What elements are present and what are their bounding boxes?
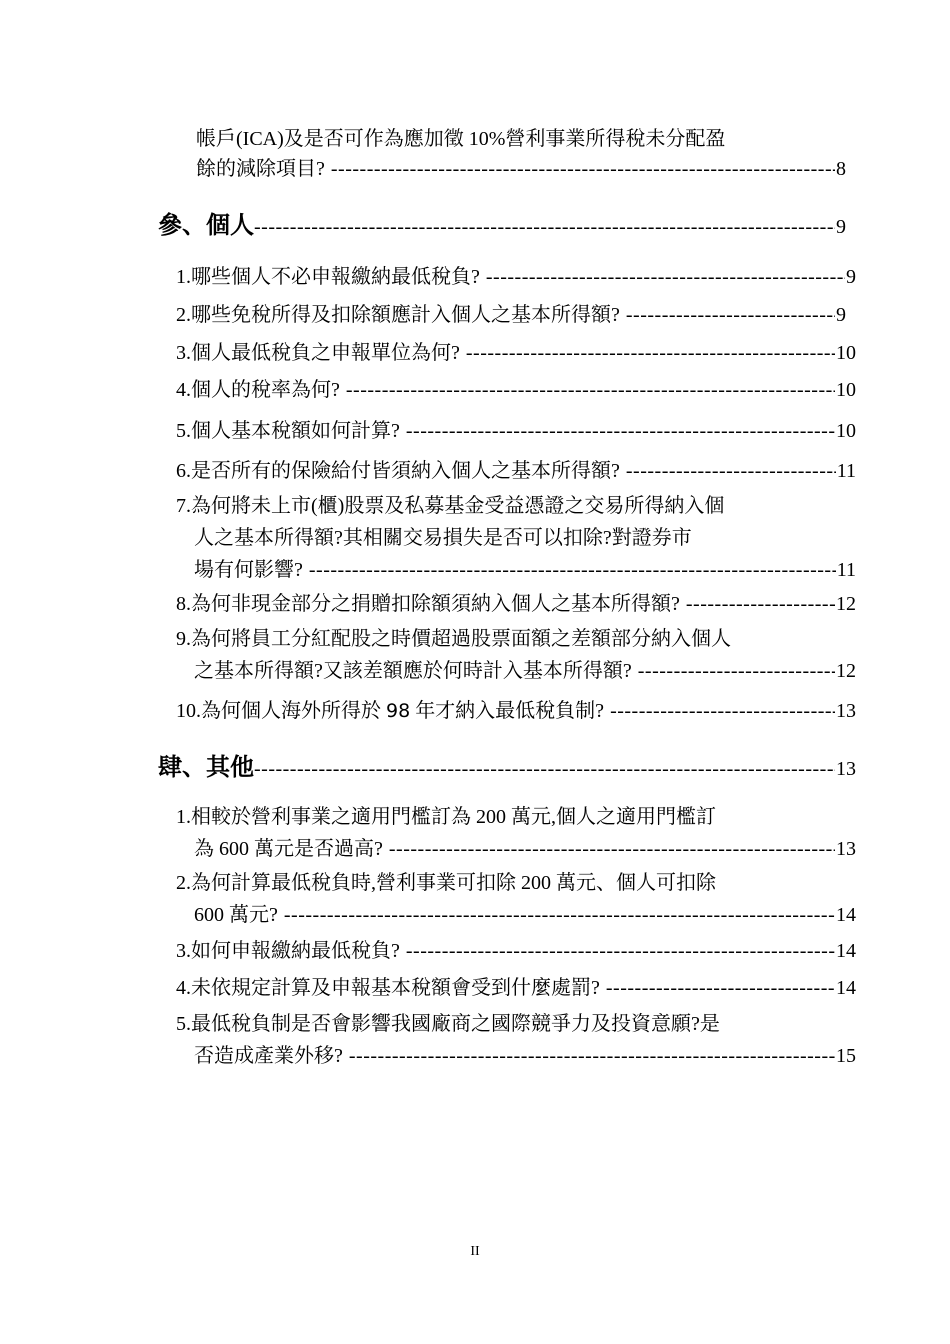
dot-leader (610, 696, 835, 726)
toc-item[interactable] (176, 696, 856, 726)
page-footer-number: II (470, 1244, 480, 1259)
dot-leader (638, 656, 835, 686)
toc-page-number: 9 (836, 304, 846, 326)
dot-leader (406, 416, 835, 446)
toc-item[interactable] (176, 375, 856, 405)
dot-leader (486, 262, 845, 292)
toc-item-text: 2.哪些免稅所得及扣除額應計入個人之基本所得額? (176, 304, 620, 326)
toc-item-year: 98 (386, 700, 411, 722)
section-title: 肆、其他 (158, 755, 254, 781)
toc-item-text: 4.個人的稅率為何? (176, 379, 340, 401)
toc-entry-line: 餘的減除項目? (196, 158, 325, 180)
toc-item-text: 1.相較於營利事業之適用門檻訂為 200 萬元,個人之適用門檻訂 (176, 806, 716, 828)
dot-leader (254, 754, 835, 784)
toc-item-text: 8.為何非現金部分之捐贈扣除額須納入個人之基本所得額? (176, 593, 680, 615)
toc-item-text: 600 萬元? (194, 904, 278, 926)
toc-item-text: 1.哪些個人不必申報繳納最低稅負? (176, 266, 480, 288)
toc-section-other[interactable] (158, 753, 856, 783)
toc-item[interactable] (176, 973, 856, 1003)
toc-item[interactable] (176, 868, 856, 930)
dot-leader (349, 1041, 835, 1071)
toc-item-text: 10.為何個人海外所得於 (176, 700, 386, 722)
dot-leader (466, 338, 835, 368)
toc-page-number: 11 (836, 460, 856, 482)
dot-leader (406, 936, 835, 966)
toc-page-number: 8 (836, 158, 846, 180)
toc-page-number: 10 (836, 420, 856, 442)
toc-item-text: 否造成產業外移? (194, 1045, 343, 1067)
toc-item[interactable] (176, 624, 856, 686)
toc-page-number: 9 (846, 266, 856, 288)
toc-page-number: 10 (836, 342, 856, 364)
section-title: 參、個人 (158, 213, 254, 239)
toc-item-text: 3.如何申報繳納最低稅負? (176, 940, 400, 962)
toc-item[interactable] (176, 338, 856, 368)
toc-item-text: 9.為何將員工分紅配股之時價超過股票面額之差額部分納入個人 (176, 628, 731, 650)
toc-item[interactable] (176, 416, 856, 446)
toc-page-number: 13 (836, 700, 856, 722)
toc-page-number: 14 (836, 904, 856, 926)
toc-page-number: 14 (836, 940, 856, 962)
dot-leader (346, 375, 835, 405)
toc-item[interactable] (176, 589, 856, 619)
toc-item-text: 場有何影響? (194, 559, 303, 581)
toc-item-text: 之基本所得額?又該差額應於何時計入基本所得額? (194, 660, 632, 682)
toc-item[interactable] (176, 491, 856, 585)
toc-page-number: 13 (836, 838, 856, 860)
toc-item-text: 7.為何將未上市(櫃)股票及私募基金受益憑證之交易所得納入個 (176, 495, 725, 517)
toc-item-text: 3.個人最低稅負之申報單位為何? (176, 342, 460, 364)
dot-leader (626, 456, 836, 486)
toc-page-number: 9 (836, 216, 846, 238)
toc-page-number: 11 (836, 559, 856, 581)
toc-item[interactable] (176, 802, 856, 864)
toc-page-number: 15 (836, 1045, 856, 1067)
dot-leader (309, 555, 836, 585)
toc-item-text: 人之基本所得額?其相關交易損失是否可以扣除?對證券市 (194, 527, 692, 549)
toc-item[interactable] (176, 1009, 856, 1071)
dot-leader (389, 834, 835, 864)
toc-item-text: 5.個人基本稅額如何計算? (176, 420, 400, 442)
toc-section-individual[interactable] (158, 211, 846, 241)
toc-page-number: 13 (836, 758, 856, 780)
toc-page-number: 12 (836, 660, 856, 682)
toc-item-text: 年才納入最低稅負制? (410, 700, 605, 722)
toc-item-text: 5.最低稅負制是否會影響我國廠商之國際競爭力及投資意願?是 (176, 1013, 720, 1035)
dot-leader (606, 973, 835, 1003)
dot-leader (331, 154, 835, 184)
toc-item-text: 4.未依規定計算及申報基本稅額會受到什麼處罰? (176, 977, 600, 999)
dot-leader (254, 212, 835, 242)
toc-item-text: 為 600 萬元是否過高? (194, 838, 383, 860)
toc-page-number: 14 (836, 977, 856, 999)
toc-page-number: 10 (836, 379, 856, 401)
toc-item[interactable] (176, 262, 856, 292)
dot-leader (686, 589, 835, 619)
dot-leader (626, 300, 835, 330)
toc-item[interactable] (176, 300, 846, 330)
toc-item-text: 6.是否所有的保險給付皆須納入個人之基本所得額? (176, 460, 620, 482)
toc-item[interactable] (176, 936, 856, 966)
toc-entry-line: 帳戶(ICA)及是否可作為應加徵 10%營利事業所得稅未分配盈 (196, 128, 726, 150)
toc-item[interactable] (176, 456, 856, 486)
toc-entry-continued[interactable] (196, 124, 846, 184)
toc-item-text: 2.為何計算最低稅負時,營利事業可扣除 200 萬元、個人可扣除 (176, 872, 716, 894)
toc-page-number: 12 (836, 593, 856, 615)
dot-leader (284, 900, 835, 930)
